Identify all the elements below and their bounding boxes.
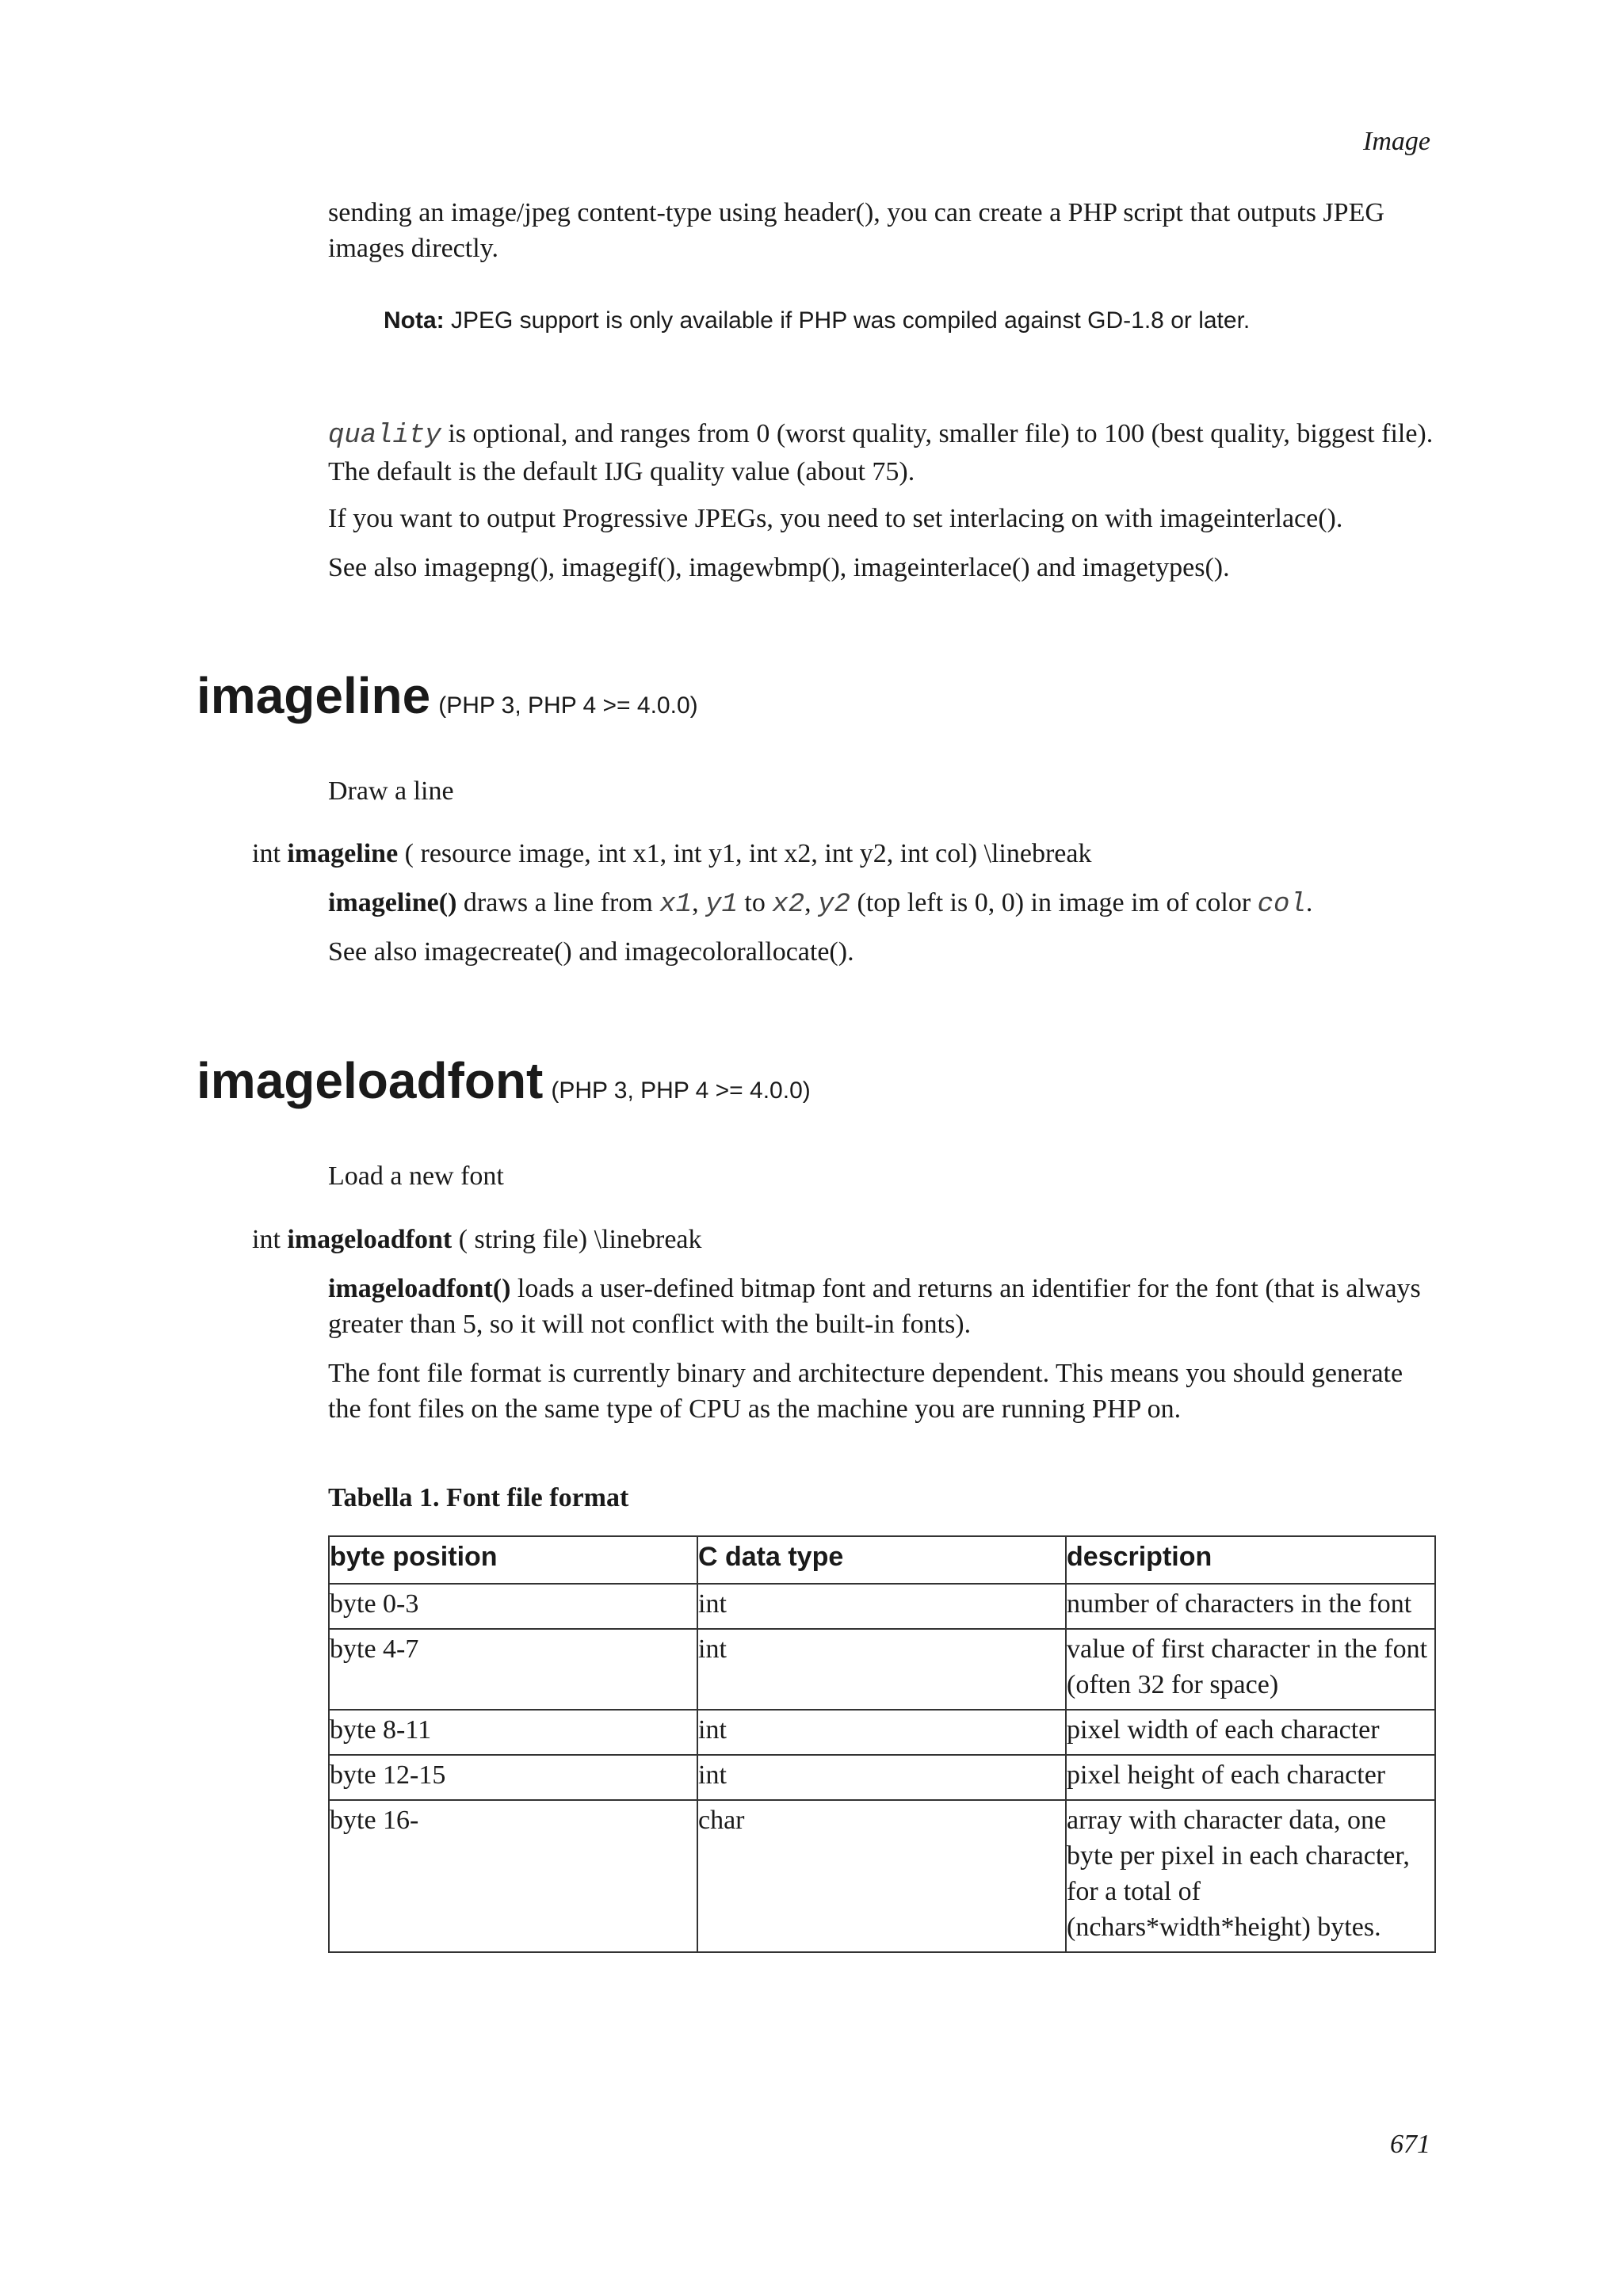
param-x2: x2 — [772, 890, 805, 920]
imageloadfont-desc-text: loads a user-defined bitmap font and returns an identifier for the font (that is always greater than 5, so it will not conflict with the built-in fonts). — [328, 1274, 1421, 1339]
imageline-see-also: See also imagecreate() and imagecolorallocate(). — [328, 937, 854, 967]
imageline-sig-name: imageline — [287, 839, 399, 868]
imageline-desc-period: . — [1305, 888, 1313, 917]
table-cell: pixel height of each character — [1066, 1755, 1435, 1800]
param-y1: y1 — [705, 890, 738, 920]
table-cell: int — [697, 1755, 1066, 1800]
imageloadfont-version: (PHP 3, PHP 4 >= 4.0.0) — [551, 1077, 811, 1104]
table-cell: char — [697, 1800, 1066, 1952]
imageloadfont-heading — [197, 1049, 811, 1123]
param-col: col — [1257, 890, 1306, 920]
table-cell: number of characters in the font — [1066, 1584, 1435, 1629]
imageloadfont-format-paragraph: The font file format is currently binary and architecture dependent. This means you should generate the font files on the same type of CPU as the machine you are running PHP on. — [328, 1359, 1403, 1424]
imageline-desc-part: draws a line from — [456, 888, 660, 917]
imageline-description — [328, 885, 1438, 923]
imageline-title: imageline — [197, 667, 431, 724]
note-label: Nota: — [384, 307, 445, 334]
table-cell: byte 0-3 — [329, 1584, 697, 1629]
imageline-sig-args: ( resource image, int x1, int y1, int x2, int y2, int col) \linebreak — [398, 839, 1092, 868]
quality-text: is optional, and ranges from 0 (worst quality, smaller file) to 100 (best quality, biggest file). The default is the default IJG quality value (about 75). — [328, 419, 1434, 486]
table-cell: value of first character in the font (often 32 for space) — [1066, 1629, 1435, 1710]
column-header: byte position — [329, 1536, 697, 1584]
imageline-desc-to: to — [737, 888, 773, 917]
imageline-summary: Draw a line — [328, 776, 454, 806]
table-cell: pixel width of each character — [1066, 1710, 1435, 1755]
imageloadfont-description — [328, 1271, 1438, 1342]
table-cell: byte 16- — [329, 1800, 697, 1952]
table-cell: array with character data, one byte per pixel in each character, for a total of (nchars*width*height) bytes. — [1066, 1800, 1435, 1952]
font-format-table — [328, 1535, 1436, 1953]
imageloadfont-desc-func: imageloadfont() — [328, 1274, 511, 1303]
table-header-row — [329, 1536, 1435, 1584]
table-cell: byte 12-15 — [329, 1755, 697, 1800]
table-row — [329, 1584, 1435, 1629]
param-x1: x1 — [659, 890, 693, 920]
note — [384, 305, 1250, 337]
imageline-desc-comma: , — [692, 888, 706, 917]
table-row — [329, 1710, 1435, 1755]
imageline-signature — [252, 836, 1091, 871]
intro-see-also: See also imagepng(), imagegif(), imagewbmp(), imageinterlace() and imagetypes(). — [328, 553, 1230, 582]
column-header: description — [1066, 1536, 1435, 1584]
quality-param: quality — [328, 421, 441, 451]
quality-paragraph — [328, 416, 1438, 490]
table-cell: byte 8-11 — [329, 1710, 697, 1755]
note-text: JPEG support is only available if PHP was compiled against GD-1.8 or later. — [444, 307, 1251, 334]
progressive-paragraph: If you want to output Progressive JPEGs, you need to set interlacing on with imageinterlace(). — [328, 504, 1343, 533]
imageloadfont-sig-args: ( string file) \linebreak — [452, 1225, 702, 1254]
table-row — [329, 1755, 1435, 1800]
table-cell: byte 4-7 — [329, 1629, 697, 1710]
imageloadfont-sig-name: imageloadfont — [287, 1225, 453, 1254]
imageline-desc-part: (top left is 0, 0) in image im of color — [850, 888, 1258, 917]
table-cell: int — [697, 1584, 1066, 1629]
page-number: 671 — [1390, 2130, 1430, 2159]
imageline-desc-func: imageline() — [328, 888, 457, 917]
param-y2: y2 — [818, 890, 850, 920]
imageline-heading — [197, 664, 698, 738]
imageline-version: (PHP 3, PHP 4 >= 4.0.0) — [438, 692, 698, 719]
table-caption: Tabella 1. Font file format — [328, 1483, 629, 1512]
table-cell: int — [697, 1629, 1066, 1710]
imageline-desc-comma: , — [804, 888, 819, 917]
imageloadfont-summary: Load a new font — [328, 1161, 504, 1191]
table-row — [329, 1800, 1435, 1952]
column-header: C data type — [697, 1536, 1066, 1584]
imageloadfont-signature — [252, 1222, 702, 1257]
imageline-sig-type: int — [252, 839, 288, 868]
imageloadfont-title: imageloadfont — [197, 1052, 544, 1109]
table-row — [329, 1629, 1435, 1710]
imageloadfont-sig-type: int — [252, 1225, 288, 1254]
table-cell: int — [697, 1710, 1066, 1755]
intro-paragraph: sending an image/jpeg content-type using header(), you can create a PHP script that outputs JPEG images directly. — [328, 198, 1384, 263]
running-header: Image — [1363, 127, 1430, 156]
